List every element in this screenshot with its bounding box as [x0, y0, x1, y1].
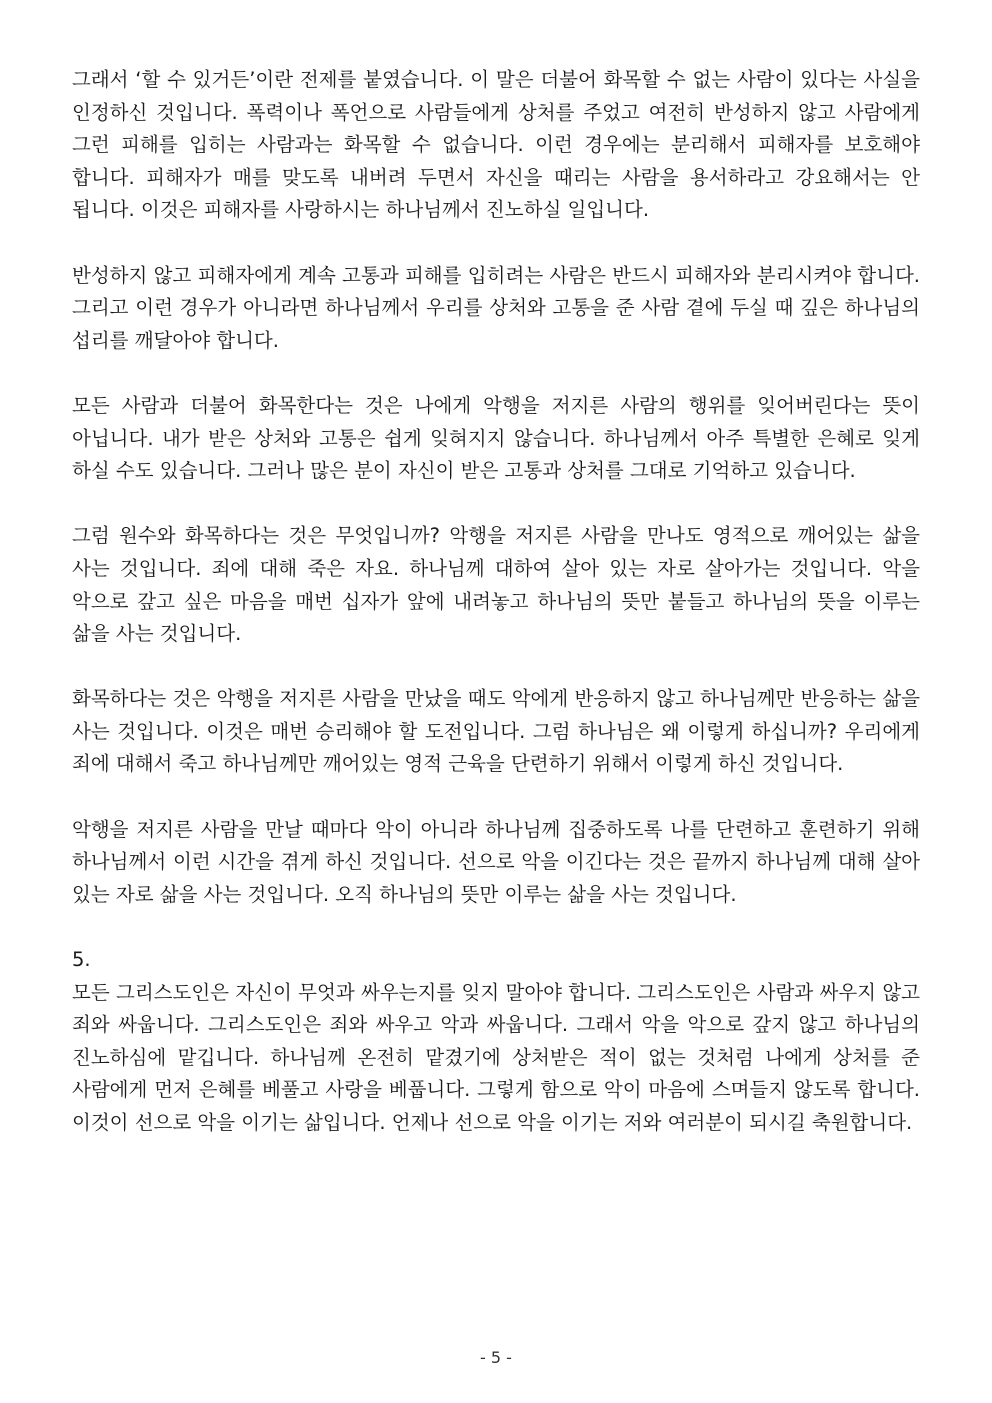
section-number: 5. — [72, 948, 91, 972]
paragraph-4: 그럼 원수와 화목하다는 것은 무엇입니까? 악행을 저지른 사람을 만나도 영적으로 깨어있는 삶을 사는 것입니다. 죄에 대해 죽은 자요. 하나님께 대하여 살아 있는 자로 살아가는 것입니다. 악을 악으로 갚고 싶은 마음을 매번 십자가 앞에 내려놓고 하나님의 뜻만 붙들고 하나님의 뜻을 이루는 삶을 사는 것입니다. — [72, 524, 920, 646]
final-paragraph: 모든 그리스도인은 자신이 무엇과 싸우는지를 잊지 말아야 합니다. 그리스도인은 사람과 싸우지 않고 죄와 싸웁니다. 그리스도인은 죄와 싸우고 악과 싸웁니다. 그래서 악을 악으로 갚지 않고 하나님의 진노하심에 맡깁니다. 하나님께 온전히 맡겼기에 상처받은 적이 없는 것처럼 나에게 상처를 준 사람에게 먼저 은혜를 베풀고 사랑을 베풉니다. 그렇게 함으로 악이 마음에 스며들지 않도록 합니다. 이것이 선으로 악을 이기는 삶입니다. 언제나 선으로 악을 이기는 저와 여러분이 되시길 축원합니다. — [72, 980, 920, 1134]
paragraph-5: 화목하다는 것은 악행을 저지른 사람을 만났을 때도 악에게 반응하지 않고 하나님께만 반응하는 삶을 사는 것입니다. 이것은 매번 승리해야 할 도전입니다. 그럼 하나님은 왜 이렇게 하십니까? 우리에게 죄에 대해서 죽고 하나님께만 깨어있는 영적 근육을 단련하기 위해서 이렇게 하신 것입니다. — [72, 687, 920, 776]
page-number: - 5 - — [480, 1348, 512, 1367]
document-body — [72, 64, 920, 1140]
paragraph-2: 반성하지 않고 피해자에게 계속 고통과 피해를 입히려는 사람은 반드시 피해자와 분리시켜야 합니다. 그리고 이런 경우가 아니라면 하나님께서 우리를 상처와 고통을 준 사람 곁에 두실 때 깊은 하나님의 섭리를 깨달아야 합니다. — [72, 263, 920, 352]
paragraph-6: 악행을 저지른 사람을 만날 때마다 악이 아니라 하나님께 집중하도록 나를 단련하고 훈련하기 위해 하나님께서 이런 시간을 겪게 하신 것입니다. 선으로 악을 이긴다는 것은 끝까지 하나님께 대해 살아 있는 자로 삶을 사는 것입니다. 오직 하나님의 뜻만 이루는 삶을 사는 것입니다. — [72, 817, 920, 906]
paragraph-3: 모든 사람과 더불어 화목한다는 것은 나에게 악행을 저지른 사람의 행위를 잊어버린다는 뜻이 아닙니다. 내가 받은 상처와 고통은 쉽게 잊혀지지 않습니다. 하나님께서 아주 특별한 은혜로 잊게 하실 수도 있습니다. 그러나 많은 분이 자신이 받은 고통과 상처를 그대로 기억하고 있습니다. — [72, 393, 920, 483]
paragraph-1: 그래서 ‘할 수 있거든’이란 전제를 붙였습니다. 이 말은 더불어 화목할 수 없는 사람이 있다는 사실을 인정하신 것입니다. 폭력이나 폭언으로 사람들에게 상처를 주었고 여전히 반성하지 않고 사람에게 그런 피해를 입히는 사람과는 화목할 수 없습니다. 이런 경우에는 분리해서 피해자를 보호해야 합니다. 피해자가 매를 맞도록 내버려 두면서 자신을 때리는 사람을 용서하라고 강요해서는 안 됩니다. 이것은 피해자를 사랑하시는 하나님께서 진노하실 일입니다. — [72, 68, 920, 222]
